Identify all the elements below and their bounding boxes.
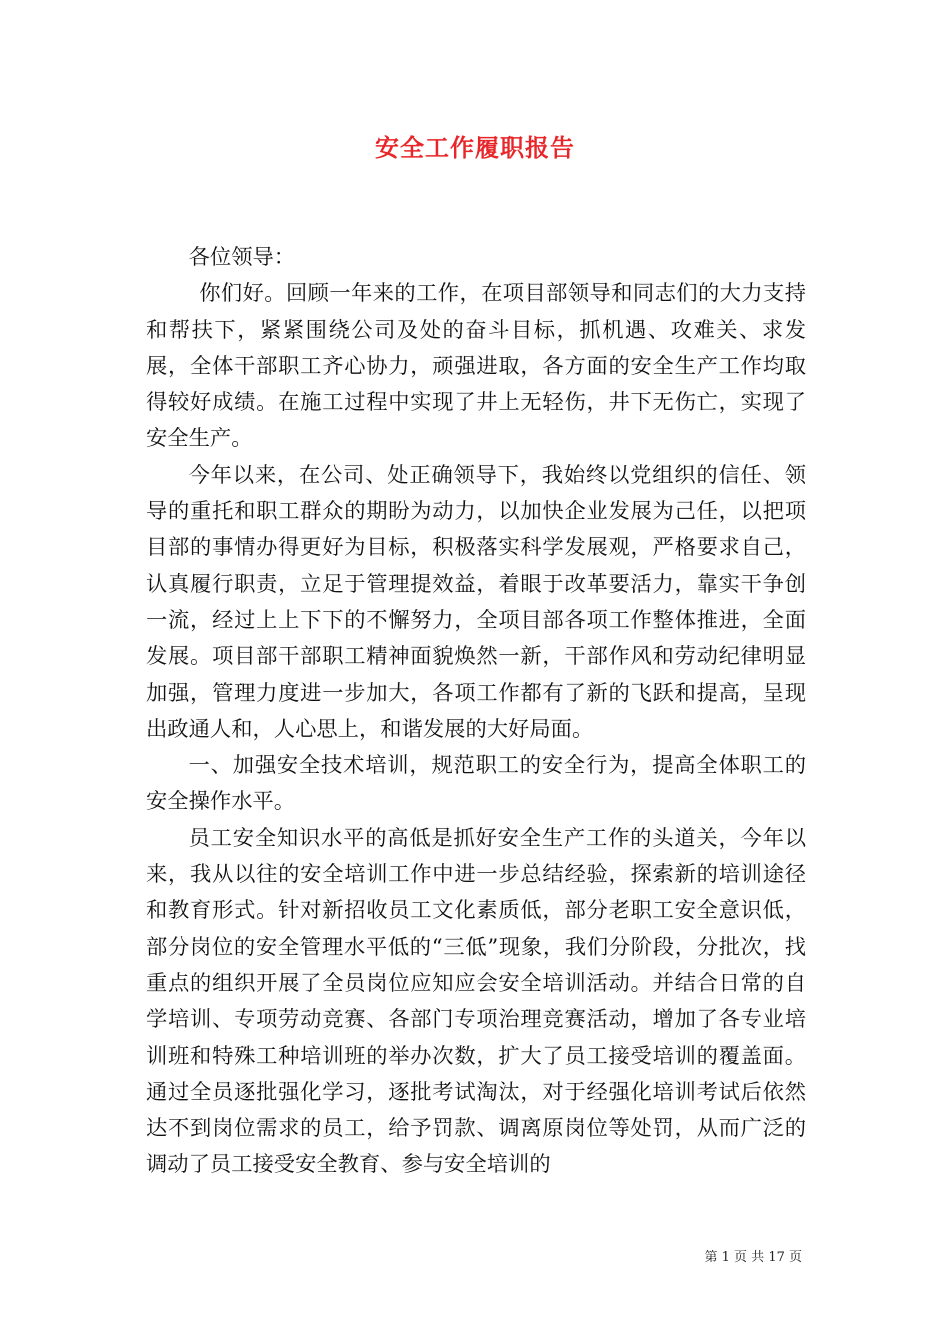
paragraph-overview: 今年以来，在公司、处正确领导下，我始终以党组织的信任、领导的重托和职工群众的期盼为动力，以加快企业发展为己任，以把项目部的事情办得更好为目标，积极落实科学发展观，严格要求自己，认真履行职责，立足于管理提效益，着眼于改革要活力，靠实干争创一流，经过上上下下的不懈努力，全项目部各项工作整体推进，全面发展。项目部干部职工精神面貌焕然一新，干部作风和劳动纪律明显加强，管理力度进一步加大，各项工作都有了新的飞跃和提高，呈现出政通人和，人心思上，和谐发展的大好局面。 <box>146 462 806 742</box>
paragraph-training: 员工安全知识水平的高低是抓好安全生产工作的头道关，今年以来，我从以往的安全培训工作中进一步总结经验，探索新的培训途径和教育形式。针对新招收员工文化素质低，部分老职工安全意识低，部分岗位的安全管理水平低的“三低”现象，我们分阶段，分批次，找重点的组织开展了全员岗位应知应会安全培训活动。并结合日常的自学培训、专项劳动竞赛、各部门专项治理竞赛活动，增加了各专业培训班和特殊工种培训班的举办次数，扩大了员工接受培训的覆盖面。通过全员逐批强化学习，逐批考试淘汰，对于经强化培训考试后依然达不到岗位需求的员工，给予罚款、调离原岗位等处罚，从而广泛的调动了员工接受安全教育、参与安全培训的 <box>146 825 806 1178</box>
salutation: 各位领导： <box>188 245 296 270</box>
page-number <box>705 1246 802 1265</box>
page-number-label: 第 1 页 共 17 页 <box>704 1250 802 1265</box>
document-body <box>146 240 806 1184</box>
paragraph-greeting: 你们好。回顾一年来的工作，在项目部领导和同志们的大力支持和帮扶下，紧紧围绕公司及处的奋斗目标，抓机遇、攻难关、求发展，全体干部职工齐心协力，顽强进取，各方面的安全生产工作均取得较好成绩。在施工过程中实现了井上无轻伤，井下无伤亡，实现了安全生产。 <box>146 281 806 452</box>
section-heading-training: 一、加强安全技术培训，规范职工的安全行为，提高全体职工的安全操作水平。 <box>146 753 806 815</box>
document-title: 安全工作履职报告 <box>375 133 575 162</box>
